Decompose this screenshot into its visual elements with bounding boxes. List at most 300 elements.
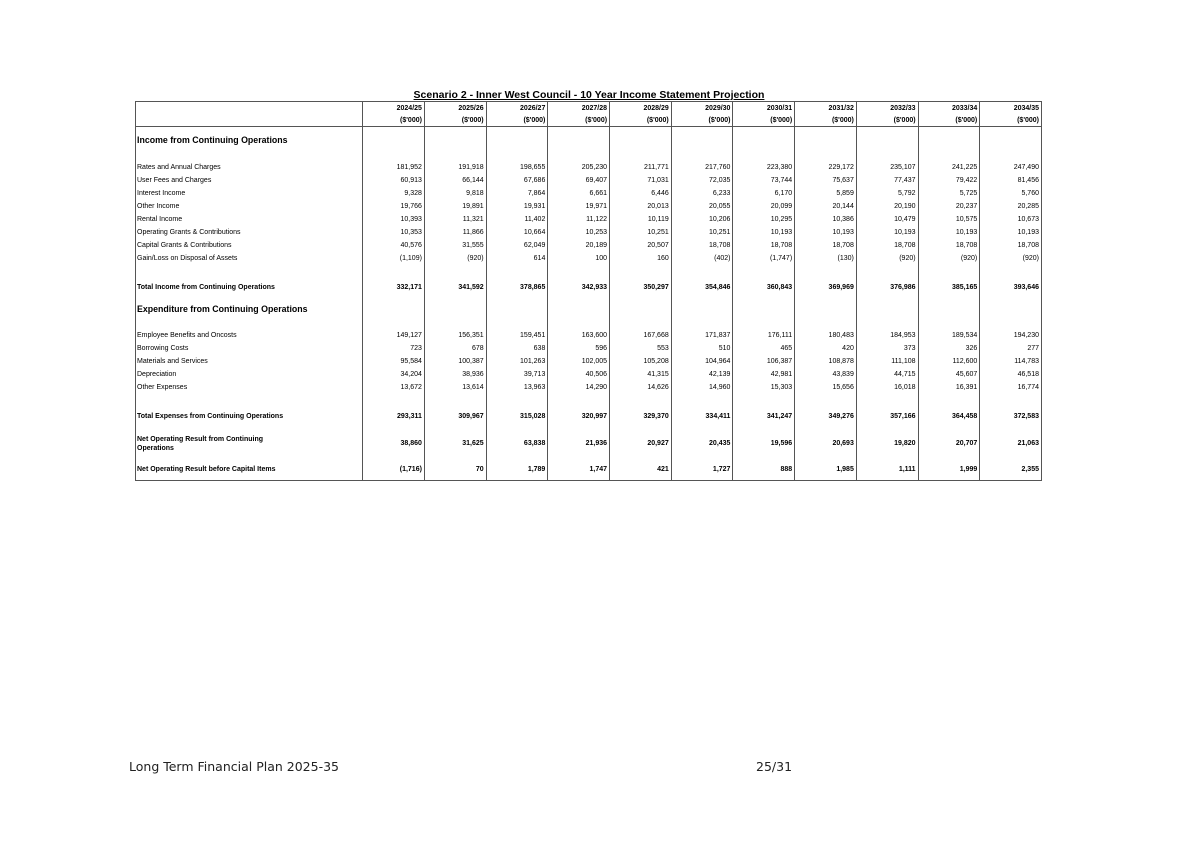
value-cell: 18,708 bbox=[733, 239, 795, 252]
value-cell: 16,018 bbox=[856, 381, 918, 394]
table-row bbox=[136, 200, 1042, 213]
value-cell: 20,190 bbox=[856, 200, 918, 213]
value-cell: 1,727 bbox=[671, 459, 733, 481]
value-cell: 10,673 bbox=[980, 213, 1042, 226]
spacer-cell bbox=[424, 299, 486, 319]
value-cell: 77,437 bbox=[856, 174, 918, 187]
spacer-cell bbox=[671, 319, 733, 329]
value-cell: 38,936 bbox=[424, 368, 486, 381]
value-cell: 42,139 bbox=[671, 368, 733, 381]
net-result-row bbox=[136, 429, 1042, 459]
value-cell: 18,708 bbox=[856, 239, 918, 252]
value-cell: 14,626 bbox=[610, 381, 672, 394]
value-cell: 247,490 bbox=[980, 161, 1042, 174]
spacer-cell bbox=[671, 127, 733, 153]
value-cell: 163,600 bbox=[548, 329, 610, 342]
value-cell: 293,311 bbox=[363, 405, 425, 429]
value-cell: 553 bbox=[610, 342, 672, 355]
value-cell: 614 bbox=[486, 252, 548, 265]
spacer-cell bbox=[363, 319, 425, 329]
value-cell: (130) bbox=[795, 252, 857, 265]
spacer-cell bbox=[856, 127, 918, 153]
table-row bbox=[136, 239, 1042, 252]
value-cell: 13,614 bbox=[424, 381, 486, 394]
value-cell: 156,351 bbox=[424, 329, 486, 342]
value-cell: 5,792 bbox=[856, 187, 918, 200]
spacer-cell bbox=[980, 265, 1042, 277]
value-cell: 60,913 bbox=[363, 174, 425, 187]
value-cell: 1,747 bbox=[548, 459, 610, 481]
value-cell: 81,456 bbox=[980, 174, 1042, 187]
spacer-cell bbox=[856, 153, 918, 161]
value-cell: 10,193 bbox=[980, 226, 1042, 239]
value-cell: 9,328 bbox=[363, 187, 425, 200]
value-cell: 66,144 bbox=[424, 174, 486, 187]
value-cell: 75,637 bbox=[795, 174, 857, 187]
value-cell: 18,708 bbox=[795, 239, 857, 252]
value-cell: 20,285 bbox=[980, 200, 1042, 213]
spacer-cell bbox=[486, 153, 548, 161]
value-cell: 184,953 bbox=[856, 329, 918, 342]
unit-header: ($'000) bbox=[733, 114, 795, 127]
value-cell: 223,380 bbox=[733, 161, 795, 174]
unit-header: ($'000) bbox=[856, 114, 918, 127]
table-row bbox=[136, 174, 1042, 187]
spacer-cell bbox=[795, 299, 857, 319]
spacer-cell bbox=[918, 265, 980, 277]
spacer-cell bbox=[548, 394, 610, 405]
spacer-cell bbox=[980, 153, 1042, 161]
spacer-cell bbox=[610, 153, 672, 161]
value-cell: 19,891 bbox=[424, 200, 486, 213]
spacer-cell bbox=[733, 394, 795, 405]
value-cell: 354,846 bbox=[671, 277, 733, 299]
unit-header: ($'000) bbox=[424, 114, 486, 127]
value-cell: 465 bbox=[733, 342, 795, 355]
value-cell: 229,172 bbox=[795, 161, 857, 174]
unit-header: ($'000) bbox=[795, 114, 857, 127]
value-cell: 2,355 bbox=[980, 459, 1042, 481]
value-cell: 20,693 bbox=[795, 429, 857, 459]
year-header: 2032/33 bbox=[856, 102, 918, 115]
spacer-cell bbox=[610, 394, 672, 405]
spacer-cell bbox=[918, 127, 980, 153]
table-body bbox=[136, 102, 1042, 481]
row-label: Borrowing Costs bbox=[136, 342, 363, 355]
value-cell: 10,664 bbox=[486, 226, 548, 239]
row-label: User Fees and Charges bbox=[136, 174, 363, 187]
value-cell: 31,625 bbox=[424, 429, 486, 459]
value-cell: 20,099 bbox=[733, 200, 795, 213]
spacer-cell bbox=[980, 299, 1042, 319]
expenditure-total-row bbox=[136, 405, 1042, 429]
net-before-capital-row bbox=[136, 459, 1042, 481]
value-cell: 1,789 bbox=[486, 459, 548, 481]
spacer-cell bbox=[918, 299, 980, 319]
spacer-cell bbox=[363, 153, 425, 161]
value-cell: 315,028 bbox=[486, 405, 548, 429]
value-cell: 15,656 bbox=[795, 381, 857, 394]
value-cell: 235,107 bbox=[856, 161, 918, 174]
value-cell: 20,144 bbox=[795, 200, 857, 213]
value-cell: 510 bbox=[671, 342, 733, 355]
spacer-cell bbox=[980, 394, 1042, 405]
value-cell: (1,716) bbox=[363, 459, 425, 481]
spacer-cell bbox=[424, 265, 486, 277]
value-cell: 10,119 bbox=[610, 213, 672, 226]
spacer-cell bbox=[795, 265, 857, 277]
value-cell: 45,607 bbox=[918, 368, 980, 381]
row-label: Total Income from Continuing Operations bbox=[136, 277, 363, 299]
spacer-cell bbox=[733, 127, 795, 153]
value-cell: 102,005 bbox=[548, 355, 610, 368]
value-cell: 309,967 bbox=[424, 405, 486, 429]
value-cell: 10,251 bbox=[610, 226, 672, 239]
footer-document-title: Long Term Financial Plan 2025-35 bbox=[129, 759, 339, 774]
value-cell: 18,708 bbox=[918, 239, 980, 252]
spacer-cell bbox=[795, 153, 857, 161]
value-cell: 14,290 bbox=[548, 381, 610, 394]
table-row bbox=[136, 187, 1042, 200]
value-cell: 160 bbox=[610, 252, 672, 265]
value-cell: 11,321 bbox=[424, 213, 486, 226]
value-cell: 71,031 bbox=[610, 174, 672, 187]
page-title: Scenario 2 - Inner West Council - 10 Year Income Statement Projection bbox=[413, 89, 765, 101]
section-heading: Income from Continuing Operations bbox=[136, 127, 363, 153]
value-cell: 888 bbox=[733, 459, 795, 481]
value-cell: (920) bbox=[424, 252, 486, 265]
table-row bbox=[136, 213, 1042, 226]
section-heading: Expenditure from Continuing Operations bbox=[136, 299, 363, 319]
value-cell: 46,518 bbox=[980, 368, 1042, 381]
year-header: 2034/35 bbox=[980, 102, 1042, 115]
header-blank bbox=[136, 114, 363, 127]
value-cell: 10,193 bbox=[795, 226, 857, 239]
spacer-cell bbox=[610, 265, 672, 277]
value-cell: 11,122 bbox=[548, 213, 610, 226]
value-cell: 360,843 bbox=[733, 277, 795, 299]
row-label: Rates and Annual Charges bbox=[136, 161, 363, 174]
row-label: Rental Income bbox=[136, 213, 363, 226]
spacer-cell bbox=[671, 265, 733, 277]
value-cell: 596 bbox=[548, 342, 610, 355]
value-cell: 5,859 bbox=[795, 187, 857, 200]
value-cell: (1,109) bbox=[363, 252, 425, 265]
value-cell: 191,918 bbox=[424, 161, 486, 174]
year-header: 2028/29 bbox=[610, 102, 672, 115]
spacer-cell bbox=[486, 127, 548, 153]
row-label: Interest Income bbox=[136, 187, 363, 200]
spacer-cell bbox=[136, 153, 363, 161]
spacer-cell bbox=[363, 299, 425, 319]
value-cell: 10,386 bbox=[795, 213, 857, 226]
value-cell: 723 bbox=[363, 342, 425, 355]
value-cell: 1,999 bbox=[918, 459, 980, 481]
spacer-cell bbox=[795, 319, 857, 329]
value-cell: 111,108 bbox=[856, 355, 918, 368]
value-cell: 171,837 bbox=[671, 329, 733, 342]
spacer-cell bbox=[856, 299, 918, 319]
value-cell: 20,189 bbox=[548, 239, 610, 252]
table-row bbox=[136, 329, 1042, 342]
value-cell: 21,936 bbox=[548, 429, 610, 459]
value-cell: 678 bbox=[424, 342, 486, 355]
value-cell: 6,170 bbox=[733, 187, 795, 200]
value-cell: 63,838 bbox=[486, 429, 548, 459]
value-cell: 10,575 bbox=[918, 213, 980, 226]
spacer-cell bbox=[733, 319, 795, 329]
value-cell: 393,646 bbox=[980, 277, 1042, 299]
unit-header: ($'000) bbox=[486, 114, 548, 127]
spacer-cell bbox=[548, 299, 610, 319]
value-cell: 6,661 bbox=[548, 187, 610, 200]
spacer-cell bbox=[856, 394, 918, 405]
value-cell: 31,555 bbox=[424, 239, 486, 252]
value-cell: 10,193 bbox=[733, 226, 795, 239]
spacer-cell bbox=[136, 319, 363, 329]
value-cell: 10,295 bbox=[733, 213, 795, 226]
value-cell: 7,864 bbox=[486, 187, 548, 200]
year-header: 2031/32 bbox=[795, 102, 857, 115]
row-label bbox=[136, 429, 363, 459]
value-cell: 20,013 bbox=[610, 200, 672, 213]
row-label: Employee Benefits and Oncosts bbox=[136, 329, 363, 342]
row-label: Depreciation bbox=[136, 368, 363, 381]
value-cell: 19,931 bbox=[486, 200, 548, 213]
value-cell: 341,247 bbox=[733, 405, 795, 429]
spacer-row bbox=[136, 319, 1042, 329]
value-cell: 334,411 bbox=[671, 405, 733, 429]
spacer-cell bbox=[795, 127, 857, 153]
value-cell: 211,771 bbox=[610, 161, 672, 174]
value-cell: 372,583 bbox=[980, 405, 1042, 429]
row-label: Other Expenses bbox=[136, 381, 363, 394]
value-cell: 350,297 bbox=[610, 277, 672, 299]
value-cell: 10,253 bbox=[548, 226, 610, 239]
row-label: Total Expenses from Continuing Operations bbox=[136, 405, 363, 429]
spacer-cell bbox=[918, 394, 980, 405]
year-header: 2024/25 bbox=[363, 102, 425, 115]
value-cell: 326 bbox=[918, 342, 980, 355]
spacer-cell bbox=[136, 265, 363, 277]
net-result-label-line1: Net Operating Result from Continuing bbox=[137, 435, 263, 443]
expenditure-section-heading bbox=[136, 299, 1042, 319]
spacer-cell bbox=[671, 394, 733, 405]
value-cell: 638 bbox=[486, 342, 548, 355]
value-cell: 369,969 bbox=[795, 277, 857, 299]
value-cell: 100,387 bbox=[424, 355, 486, 368]
value-cell: 105,208 bbox=[610, 355, 672, 368]
value-cell: 95,584 bbox=[363, 355, 425, 368]
value-cell: 20,435 bbox=[671, 429, 733, 459]
year-header: 2025/26 bbox=[424, 102, 486, 115]
spacer-cell bbox=[980, 127, 1042, 153]
unit-header: ($'000) bbox=[610, 114, 672, 127]
value-cell: 62,049 bbox=[486, 239, 548, 252]
unit-header: ($'000) bbox=[918, 114, 980, 127]
value-cell: 10,193 bbox=[918, 226, 980, 239]
footer-page-number: 25/31 bbox=[756, 759, 793, 774]
row-label: Operating Grants & Contributions bbox=[136, 226, 363, 239]
value-cell: 6,446 bbox=[610, 187, 672, 200]
year-header: 2026/27 bbox=[486, 102, 548, 115]
value-cell: 10,479 bbox=[856, 213, 918, 226]
value-cell: 181,952 bbox=[363, 161, 425, 174]
spacer-cell bbox=[671, 153, 733, 161]
unit-header: ($'000) bbox=[671, 114, 733, 127]
value-cell: 112,600 bbox=[918, 355, 980, 368]
spacer-cell bbox=[856, 265, 918, 277]
table-row bbox=[136, 381, 1042, 394]
value-cell: (402) bbox=[671, 252, 733, 265]
spacer-cell bbox=[548, 319, 610, 329]
value-cell: 114,783 bbox=[980, 355, 1042, 368]
value-cell: 16,774 bbox=[980, 381, 1042, 394]
value-cell: 40,576 bbox=[363, 239, 425, 252]
row-label: Gain/Loss on Disposal of Assets bbox=[136, 252, 363, 265]
table-row bbox=[136, 252, 1042, 265]
value-cell: 41,315 bbox=[610, 368, 672, 381]
unit-header: ($'000) bbox=[980, 114, 1042, 127]
value-cell: 20,927 bbox=[610, 429, 672, 459]
value-cell: 9,818 bbox=[424, 187, 486, 200]
value-cell: 189,534 bbox=[918, 329, 980, 342]
spacer-row bbox=[136, 265, 1042, 277]
value-cell: 329,370 bbox=[610, 405, 672, 429]
value-cell: 205,230 bbox=[548, 161, 610, 174]
value-cell: 277 bbox=[980, 342, 1042, 355]
value-cell: 42,981 bbox=[733, 368, 795, 381]
value-cell: 373 bbox=[856, 342, 918, 355]
value-cell: (920) bbox=[856, 252, 918, 265]
value-cell: 320,997 bbox=[548, 405, 610, 429]
value-cell: 43,839 bbox=[795, 368, 857, 381]
spacer-cell bbox=[424, 394, 486, 405]
spacer-cell bbox=[486, 265, 548, 277]
value-cell: 341,592 bbox=[424, 277, 486, 299]
value-cell: 106,387 bbox=[733, 355, 795, 368]
value-cell: 180,483 bbox=[795, 329, 857, 342]
value-cell: 5,760 bbox=[980, 187, 1042, 200]
spacer-cell bbox=[486, 319, 548, 329]
value-cell: 21,063 bbox=[980, 429, 1042, 459]
value-cell: (920) bbox=[980, 252, 1042, 265]
value-cell: 10,393 bbox=[363, 213, 425, 226]
value-cell: 11,866 bbox=[424, 226, 486, 239]
value-cell: 6,233 bbox=[671, 187, 733, 200]
value-cell: 101,263 bbox=[486, 355, 548, 368]
spacer-cell bbox=[856, 319, 918, 329]
value-cell: 19,596 bbox=[733, 429, 795, 459]
value-cell: 241,225 bbox=[918, 161, 980, 174]
spacer-cell bbox=[424, 153, 486, 161]
value-cell: 420 bbox=[795, 342, 857, 355]
value-cell: 39,713 bbox=[486, 368, 548, 381]
table-row bbox=[136, 226, 1042, 239]
value-cell: 176,111 bbox=[733, 329, 795, 342]
value-cell: 40,506 bbox=[548, 368, 610, 381]
value-cell: 10,353 bbox=[363, 226, 425, 239]
spacer-cell bbox=[363, 265, 425, 277]
header-year-row bbox=[136, 102, 1042, 115]
value-cell: 67,686 bbox=[486, 174, 548, 187]
year-header: 2027/28 bbox=[548, 102, 610, 115]
value-cell: 5,725 bbox=[918, 187, 980, 200]
value-cell: 167,668 bbox=[610, 329, 672, 342]
value-cell: 14,960 bbox=[671, 381, 733, 394]
value-cell: 378,865 bbox=[486, 277, 548, 299]
value-cell: 16,391 bbox=[918, 381, 980, 394]
spacer-cell bbox=[548, 153, 610, 161]
value-cell: 357,166 bbox=[856, 405, 918, 429]
spacer-cell bbox=[610, 319, 672, 329]
value-cell: 19,971 bbox=[548, 200, 610, 213]
value-cell: 20,507 bbox=[610, 239, 672, 252]
header-unit-row bbox=[136, 114, 1042, 127]
value-cell: 70 bbox=[424, 459, 486, 481]
value-cell: 385,165 bbox=[918, 277, 980, 299]
spacer-cell bbox=[424, 127, 486, 153]
value-cell: 1,985 bbox=[795, 459, 857, 481]
value-cell: 376,986 bbox=[856, 277, 918, 299]
value-cell: 38,860 bbox=[363, 429, 425, 459]
spacer-cell bbox=[733, 265, 795, 277]
spacer-cell bbox=[918, 153, 980, 161]
spacer-cell bbox=[486, 299, 548, 319]
income-section-heading bbox=[136, 127, 1042, 153]
value-cell: 349,276 bbox=[795, 405, 857, 429]
row-label: Other Income bbox=[136, 200, 363, 213]
value-cell: 73,744 bbox=[733, 174, 795, 187]
spacer-cell bbox=[610, 127, 672, 153]
income-statement-table bbox=[135, 101, 1042, 481]
row-label: Materials and Services bbox=[136, 355, 363, 368]
spacer-cell bbox=[363, 394, 425, 405]
value-cell: 20,055 bbox=[671, 200, 733, 213]
income-total-row bbox=[136, 277, 1042, 299]
value-cell: 10,193 bbox=[856, 226, 918, 239]
value-cell: 19,766 bbox=[363, 200, 425, 213]
value-cell: 19,820 bbox=[856, 429, 918, 459]
value-cell: 15,303 bbox=[733, 381, 795, 394]
spacer-cell bbox=[671, 299, 733, 319]
value-cell: 342,933 bbox=[548, 277, 610, 299]
value-cell: 421 bbox=[610, 459, 672, 481]
value-cell: 194,230 bbox=[980, 329, 1042, 342]
spacer-cell bbox=[486, 394, 548, 405]
table-row bbox=[136, 368, 1042, 381]
row-label: Capital Grants & Contributions bbox=[136, 239, 363, 252]
value-cell: 20,237 bbox=[918, 200, 980, 213]
spacer-cell bbox=[733, 299, 795, 319]
spacer-cell bbox=[363, 127, 425, 153]
value-cell: 159,451 bbox=[486, 329, 548, 342]
value-cell: 1,111 bbox=[856, 459, 918, 481]
value-cell: 34,204 bbox=[363, 368, 425, 381]
value-cell: 332,171 bbox=[363, 277, 425, 299]
spacer-cell bbox=[733, 153, 795, 161]
year-header: 2030/31 bbox=[733, 102, 795, 115]
value-cell: 18,708 bbox=[980, 239, 1042, 252]
spacer-cell bbox=[548, 127, 610, 153]
net-result-label-line2: Operations bbox=[137, 444, 174, 452]
value-cell: 100 bbox=[548, 252, 610, 265]
value-cell: 44,715 bbox=[856, 368, 918, 381]
value-cell: 10,251 bbox=[671, 226, 733, 239]
table-row bbox=[136, 355, 1042, 368]
value-cell: 13,672 bbox=[363, 381, 425, 394]
value-cell: 217,760 bbox=[671, 161, 733, 174]
